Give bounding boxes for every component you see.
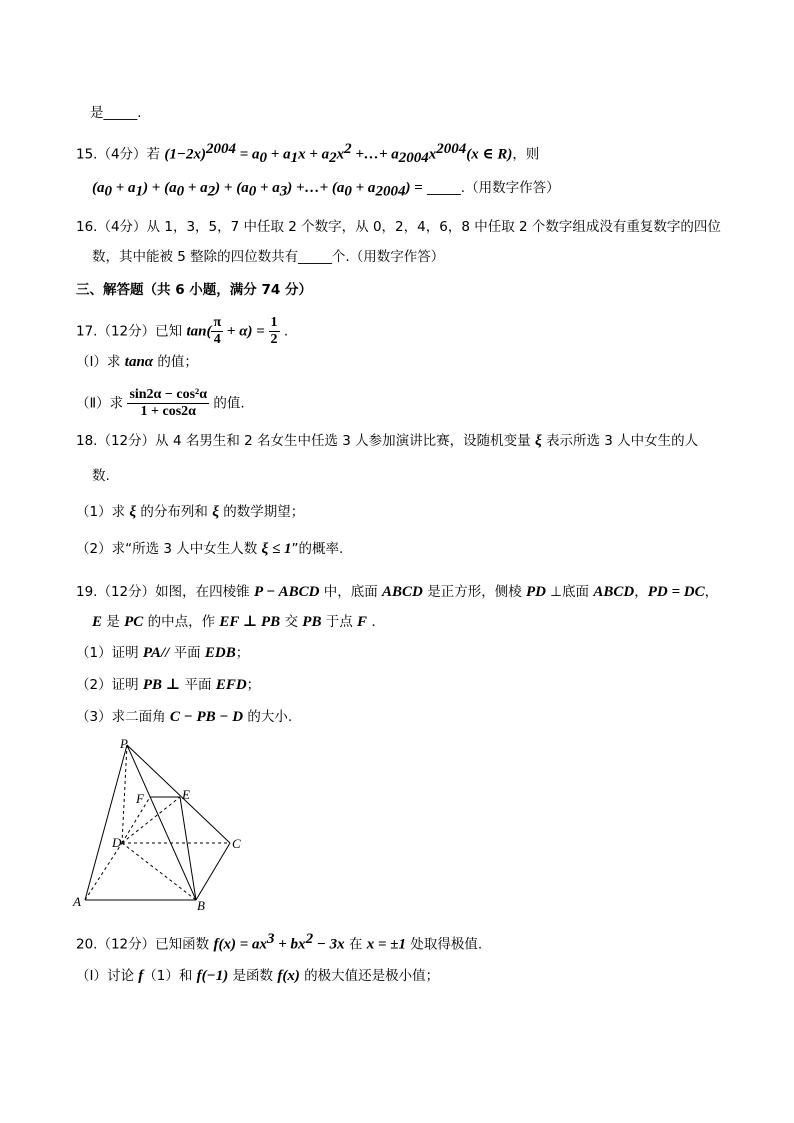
- math-expression: x = ±1: [366, 936, 407, 953]
- math-expression: 2: [207, 183, 216, 200]
- fraction-denominator: 2: [270, 332, 278, 347]
- text-segment: 18.（12分）从 4 名男生和 2 名女生中任选 3 人参加演讲比赛，设随机变量: [76, 433, 535, 449]
- text-segment: 交: [280, 614, 303, 630]
- math-expression: x: [428, 146, 437, 163]
- math-expression: 2: [305, 931, 314, 947]
- text-segment: （1）和: [143, 968, 197, 984]
- math-expression: + a: [267, 146, 291, 163]
- fraction: [211, 315, 223, 348]
- math-expression: + a: [184, 180, 208, 196]
- math-expression: PB ⊥: [142, 677, 181, 693]
- math-expression: F: [357, 614, 368, 630]
- math-expression: 3: [279, 183, 288, 200]
- text-line: [92, 612, 376, 632]
- text-segment: 是_____.: [90, 105, 142, 121]
- math-expression: 2: [344, 141, 352, 157]
- text-segment: 于点: [321, 614, 358, 630]
- text-segment: （Ⅱ）求: [76, 395, 128, 412]
- math-expression: C − PB − D: [169, 709, 244, 725]
- math-expression: 0: [259, 150, 268, 167]
- text-segment: （2）证明: [76, 677, 143, 693]
- text-segment: ，则: [512, 146, 540, 163]
- math-expression: ξ: [212, 504, 219, 520]
- text-segment: ；: [246, 677, 261, 693]
- text-line: [76, 966, 439, 986]
- text-line: [76, 352, 198, 372]
- text-segment: （3）求二面角: [76, 709, 170, 725]
- math-expression: ) +…+ (a: [287, 180, 345, 196]
- text-segment: ”的概率.: [291, 541, 344, 557]
- text-segment: 中，底面: [319, 584, 383, 600]
- math-expression: tan(: [186, 323, 212, 340]
- math-expression: + bx: [274, 936, 306, 953]
- edge-DB: [122, 843, 196, 900]
- math-expression: 0: [248, 183, 257, 200]
- text-segment: 15.（4分）若: [76, 146, 165, 163]
- text-line: [76, 929, 482, 955]
- text-line: [76, 643, 249, 663]
- text-segment: 16.（4分）从 1，3，5，7 中任取 2 个数字，从 0，2，4，6，8 中任取 2 个数字组成没有重复数字的四位: [76, 219, 721, 235]
- math-expression: ) + (a: [143, 180, 177, 196]
- text-segment: .: [367, 614, 376, 630]
- math-expression: 2004: [375, 183, 406, 200]
- edge-EB: [180, 797, 196, 900]
- math-expression: ξ: [129, 504, 137, 520]
- math-expression: 2004: [436, 141, 467, 157]
- label-D: D: [112, 835, 122, 850]
- math-expression: f(−1): [196, 968, 229, 984]
- text-segment: 是正方形，侧棱: [422, 584, 526, 600]
- text-segment: （1）证明: [76, 645, 143, 661]
- math-expression: +…+ a: [351, 146, 399, 163]
- text-segment: 的分布列和: [136, 504, 213, 520]
- fraction-denominator: 1 + cos2α: [140, 404, 196, 419]
- math-expression: ξ: [534, 433, 542, 449]
- fraction-numerator: π: [213, 315, 222, 330]
- text-segment: 表示所选 3 人中女生的人: [541, 433, 699, 449]
- math-expression: (1−2x): [164, 146, 206, 163]
- math-expression: + a: [112, 180, 136, 196]
- text-segment: 是: [102, 614, 125, 630]
- fraction: [127, 387, 209, 420]
- text-line: [76, 707, 292, 727]
- text-segment: 平面: [169, 645, 205, 661]
- text-line: [76, 675, 260, 695]
- text-line: [92, 178, 560, 202]
- pyramid-figure: [70, 735, 250, 915]
- text-line: [76, 582, 718, 602]
- label-C: C: [232, 836, 241, 851]
- math-expression: + a: [351, 180, 376, 196]
- math-expression: PC: [124, 614, 144, 630]
- text-line: [76, 315, 288, 348]
- text-line: [76, 387, 245, 420]
- math-expression: ABCD: [382, 584, 423, 600]
- math-expression: 0: [176, 183, 185, 200]
- text-segment: 在: [344, 936, 367, 953]
- fraction: [269, 315, 280, 348]
- text-segment: 数，其中能被 5 整除的四位数共有_____个.（用数字作答）: [92, 249, 445, 265]
- math-expression: − 3x: [313, 936, 345, 953]
- math-expression: EFD: [215, 677, 247, 693]
- math-expression: PD = DC: [647, 584, 705, 600]
- text-segment: 平面: [180, 677, 216, 693]
- math-expression: x + a: [298, 146, 330, 163]
- math-expression: 2004: [398, 150, 429, 167]
- text-line: [76, 217, 721, 237]
- text-segment: （1）求: [76, 504, 130, 520]
- text-segment: .: [279, 323, 289, 340]
- text-segment: 三、解答题（共 6 小题，满分 74 分）: [76, 282, 312, 298]
- text-segment: 17.（12分）已知: [76, 323, 187, 340]
- edge-AD: [85, 843, 122, 900]
- text-segment: 20.（12分）已知函数: [76, 936, 214, 953]
- text-segment: ，: [704, 584, 719, 600]
- math-expression: 3: [267, 931, 275, 947]
- text-segment: 的值.: [209, 395, 245, 412]
- math-expression: PA//: [142, 645, 170, 661]
- edge-PB: [127, 745, 196, 900]
- fraction-numerator: 1: [270, 315, 278, 330]
- math-expression: + α) =: [223, 323, 269, 340]
- math-expression: 0: [104, 183, 112, 200]
- math-expression: (a: [92, 180, 105, 196]
- text-line: [92, 247, 444, 267]
- text-line: [76, 539, 343, 559]
- text-line: [76, 139, 539, 168]
- edge-PA: [85, 745, 127, 900]
- text-segment: ；: [235, 645, 250, 661]
- text-segment: 的值；: [153, 354, 198, 370]
- math-expression: PB: [302, 614, 322, 630]
- label-F: F: [136, 791, 144, 806]
- label-B: B: [197, 898, 205, 913]
- math-expression: PD: [526, 584, 546, 600]
- math-expression: (x ∈ R): [466, 146, 513, 163]
- text-segment: 的中点，作: [143, 614, 220, 630]
- math-expression: = a: [235, 146, 260, 163]
- text-segment: 的极大值还是极小值；: [299, 968, 440, 984]
- text-line: [76, 280, 312, 300]
- math-expression: + a: [256, 180, 280, 196]
- edge-BC: [196, 843, 230, 900]
- math-expression: E: [92, 614, 103, 630]
- math-expression: 1: [135, 183, 144, 200]
- text-segment: 的数学期望；: [218, 504, 305, 520]
- text-segment: （Ⅰ）讨论: [76, 968, 139, 984]
- text-line: [92, 466, 110, 486]
- text-line: [76, 431, 698, 451]
- math-expression: x: [336, 146, 345, 163]
- label-P: P: [120, 736, 128, 751]
- math-expression: ) =: [405, 180, 423, 196]
- text-segment: 处取得极值.: [406, 936, 483, 953]
- text-segment: 是函数: [228, 968, 278, 984]
- text-segment: 的大小.: [243, 709, 293, 725]
- math-expression: 2004: [205, 141, 236, 157]
- text-line: [76, 502, 304, 522]
- text-segment: （2）求“所选 3 人中女生人数: [76, 541, 262, 557]
- text-segment: ⊥底面: [546, 584, 594, 600]
- math-expression: P − ABCD: [253, 584, 320, 600]
- fraction-numerator: sin2α − cos²α: [129, 387, 208, 402]
- fraction-denominator: 4: [213, 332, 221, 347]
- math-expression: ABCD: [593, 584, 635, 600]
- math-expression: 2: [329, 150, 337, 167]
- math-expression: ) + (a: [215, 180, 249, 196]
- math-expression: EF ⊥ PB: [219, 614, 281, 630]
- text-segment: 数.: [92, 468, 110, 484]
- math-expression: f: [138, 968, 144, 984]
- text-segment: ，: [634, 584, 648, 600]
- math-expression: f(x): [277, 968, 300, 984]
- math-expression: tanα: [124, 354, 154, 370]
- label-A: A: [73, 894, 81, 909]
- math-expression: f(x) = ax: [213, 936, 267, 953]
- text-segment: _____.（用数字作答）: [422, 180, 560, 196]
- math-expression: 1: [290, 150, 299, 167]
- text-line: [90, 103, 142, 123]
- text-segment: （Ⅰ）求: [76, 354, 125, 370]
- edge-DE: [122, 797, 180, 843]
- math-expression: 0: [344, 183, 352, 200]
- text-segment: 19.（12分）如图，在四棱锥: [76, 584, 254, 600]
- math-expression: ξ ≤ 1: [261, 541, 292, 557]
- label-E: E: [182, 787, 190, 802]
- math-expression: EDB: [204, 645, 236, 661]
